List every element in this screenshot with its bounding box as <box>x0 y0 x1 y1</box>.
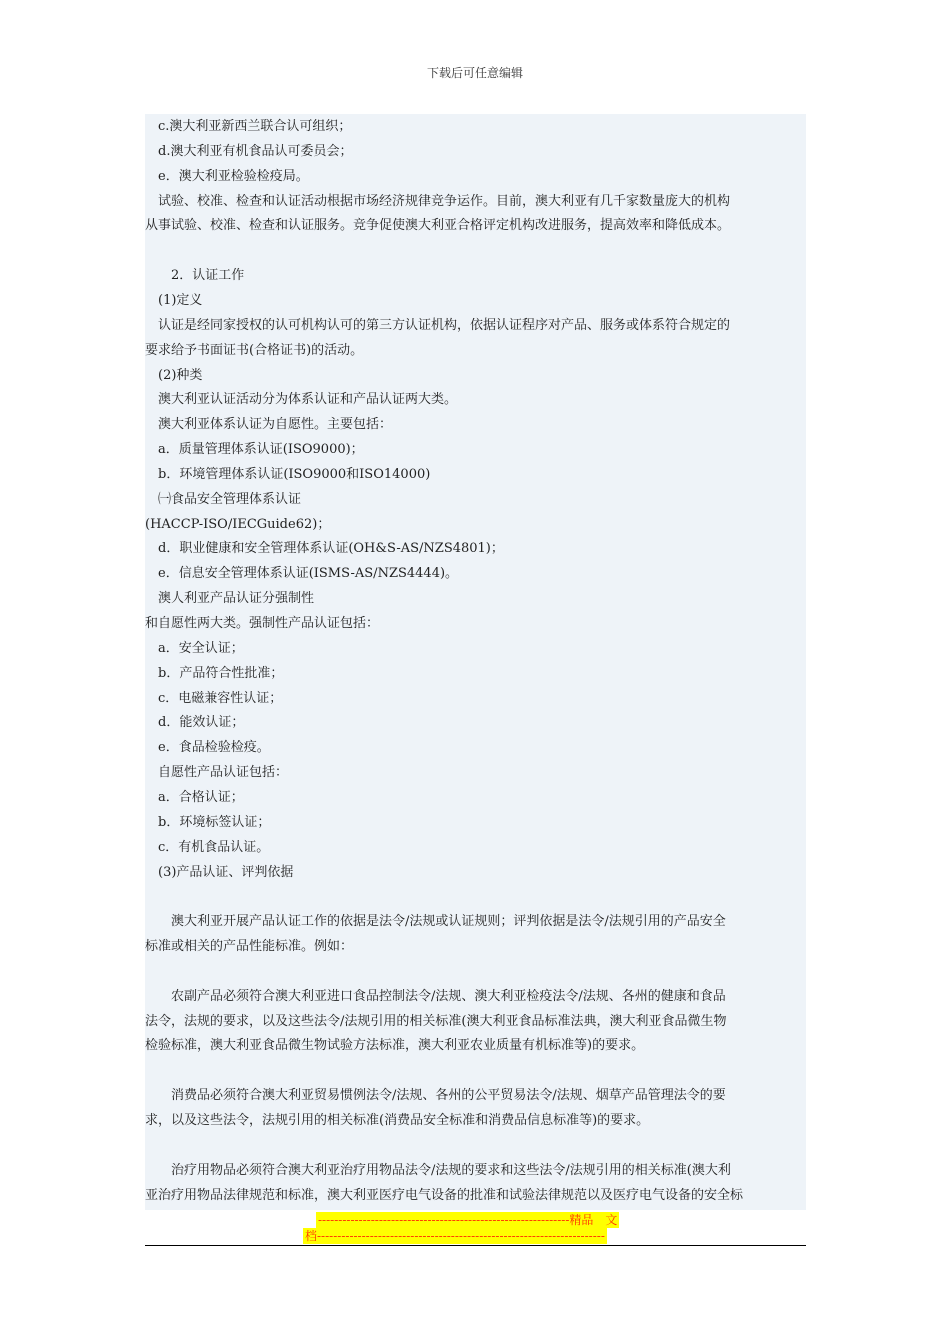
text-line: a．合格认证； <box>145 789 244 805</box>
page-header: 下载后可任意编辑 <box>426 66 523 80</box>
text-line: ㈠食品安全管理体系认证 <box>145 491 302 507</box>
text-line: (1)定义 <box>145 292 203 308</box>
text-line: 从事试验、校准、检查和认证服务。竞争促使澳大利亚合格评定机构改进服务，提高效率和降低成本。 <box>145 218 731 234</box>
text-line: 要求给予书面证书(合格证书)的活动。 <box>145 342 364 358</box>
text-line: 自愿性产品认证包括： <box>145 765 289 781</box>
text-line: 消费品必须符合澳大利亚贸易惯例法令/法规、各州的公平贸易法令/法规、烟草产品管理法令的要 <box>145 1088 726 1104</box>
text-line: e．澳大利亚检验检疫局。 <box>145 168 309 184</box>
text-line: 2．认证工作 <box>145 268 245 284</box>
text-line: (3)产品认证、评判依据 <box>145 864 294 880</box>
text-line: b．环境管理体系认证(ISO9000和ISO14000) <box>145 466 431 482</box>
text-line: d．职业健康和安全管理体系认证(OH&S-AS/NZS4801)； <box>145 541 504 557</box>
text-line: b．产品符合性批准； <box>145 665 284 681</box>
text-line: e．食品检验检疫。 <box>145 740 270 756</box>
text-line: 检验标准，澳大利亚食品微生物试验方法标准，澳大利亚农业质量有机标准等)的要求。 <box>145 1038 645 1054</box>
text-line: 农副产品必须符合澳大利亚进口食品控制法令/法规、澳大利亚检疫法令/法规、各州的健康和食品 <box>145 988 726 1004</box>
footer-line-1: --------------------------------------------------------------精品 文 <box>318 1213 618 1227</box>
text-line: 试验、校准、检查和认证活动根据市场经济规律竞争运作。目前，澳大利亚有几千家数量庞大的机构 <box>145 193 731 209</box>
text-line: 法令，法规的要求，以及这些法令/法规引用的相关标准(澳大利亚食品标准法典，澳大利亚食品微生物 <box>145 1013 727 1029</box>
text-line: 认证是经同家授权的认可机构认可的第三方认证机构，依据认证程序对产品、服务或体系符合规定的 <box>145 317 731 333</box>
text-line: 澳大利亚开展产品认证工作的依据是法令/法规或认证规则；评判依据是法令/法规引用的产品安全 <box>145 914 726 930</box>
text-line: e．信息安全管理体系认证(ISMS-AS/NZS4444)。 <box>145 566 459 582</box>
text-line: 澳大利亚体系认证为自愿性。主要包括： <box>145 417 393 433</box>
text-line: (HACCP-ISO/IECGuide62)； <box>145 516 331 532</box>
text-line: c．有机食品认证。 <box>145 839 270 855</box>
text-line: 澳人利亚产品认证分强制性 <box>145 591 315 607</box>
footer-line-2: 档----------------------------------------------------------------------- <box>305 1229 605 1243</box>
text-line: d．能效认证； <box>145 715 245 731</box>
footer-banner <box>145 1212 806 1246</box>
text-line: c.澳大利亚新西兰联合认可组织； <box>145 119 352 134</box>
text-line: 和自愿性两大类。强制性产品认证包括： <box>145 616 380 631</box>
text-line: b．环境标签认证； <box>145 814 271 830</box>
text-line: 求，以及这些法令，法规引用的相关标准(消费品安全标准和消费品信息标准等)的要求。 <box>145 1113 650 1128</box>
document-body <box>145 114 806 1210</box>
text-line: a．安全认证； <box>145 640 244 656</box>
text-line: 澳大利亚认证活动分为体系认证和产品认证两大类。 <box>145 392 458 408</box>
text-line: c．电磁兼容性认证； <box>145 690 283 706</box>
text-line: d.澳大利亚有机食品认可委员会； <box>145 143 353 159</box>
text-line: 治疗用物品必须符合澳大利亚治疗用物品法令/法规的要求和这些法令/法规引用的相关标准(澳大利 <box>145 1162 731 1178</box>
text-line: a．质量管理体系认证(ISO9000)； <box>145 442 364 458</box>
text-line: (2)种类 <box>145 367 203 383</box>
footer-rule <box>145 1245 806 1246</box>
text-line: 标准或相关的产品性能标准。例如： <box>145 939 354 955</box>
text-line: 亚治疗用物品法律规范和标准，澳大利亚医疗电气设备的批准和试验法律规范以及医疗电气设备的安全标 <box>145 1187 744 1203</box>
